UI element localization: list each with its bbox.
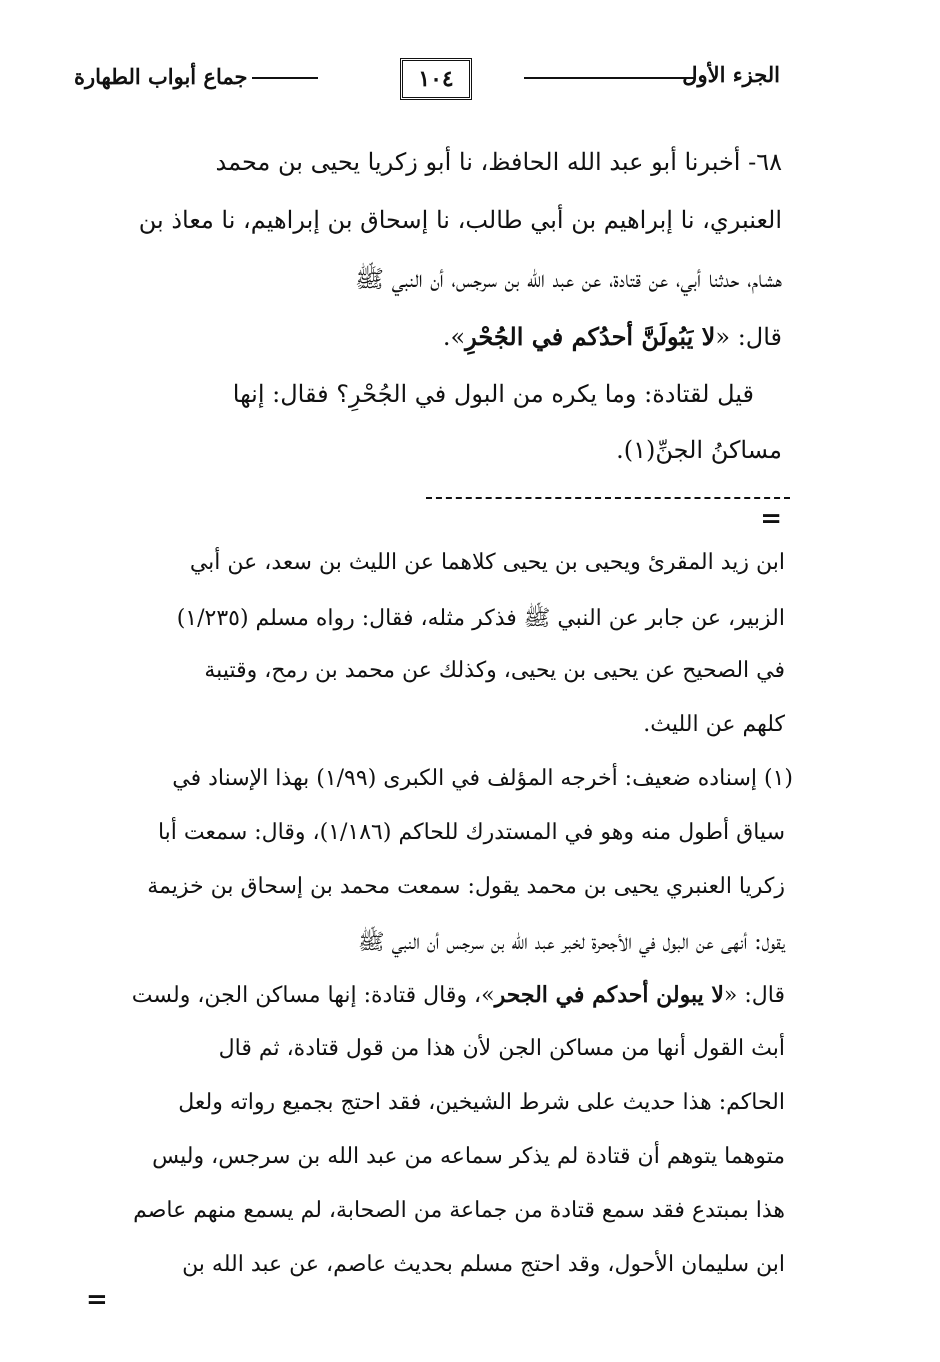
fn-quote-open: قال: « xyxy=(723,983,785,1008)
fn-quote-close: »، وقال قتادة: إنها مساكن الجن، ولست xyxy=(131,983,495,1008)
footnote-1-line-quote xyxy=(132,982,785,1008)
main-line: قيل لقتادة: وما يكره من البول في الجُحْرِ؟ فقال: إنها xyxy=(232,380,754,408)
running-header xyxy=(70,52,786,102)
footnote-1-line: زكريا العنبري يحيى بن محمد يقول: سمعت محمد بن إسحاق بن خزيمة xyxy=(147,874,785,899)
footnote-1-line: أبث القول أنها من مساكن الجن لأن هذا من قول قتادة، ثم قال xyxy=(218,1036,785,1061)
main-line: هشام، حدثنا أبي، عن قتادة، عن عبد الله بن سرجس، أن النبي ﷺ xyxy=(355,265,782,293)
header-rule-right xyxy=(524,77,694,79)
main-line-quote xyxy=(443,322,782,351)
footnote-divider xyxy=(426,497,790,499)
footnote-line: في الصحيح عن يحيى بن يحيى، وكذلك عن محمد بن رمح، وقتيبة xyxy=(204,658,785,683)
part-title: الجزء الأول xyxy=(682,62,780,87)
header-rule-left xyxy=(252,77,318,79)
footnotes xyxy=(78,550,793,1310)
footnote-1-line: سياق أطول منه وهو في المستدرك للحاكم (١/١٨٦)، وقال: سمعت أبا xyxy=(157,820,785,845)
footnote-line: كلهم عن الليث. xyxy=(643,712,785,737)
hadith-quote: لا يَبُولَنَّ أحدُكم في الجُحْرِ xyxy=(465,322,716,351)
main-line: العنبري، نا إبراهيم بن أبي طالب، نا إسحاق بن إبراهيم، نا معاذ بن xyxy=(138,206,782,234)
footnote-line: ابن زيد المقرئ ويحيى بن يحيى كلاهما عن الليث بن سعد، عن أبي xyxy=(189,550,785,575)
footnote-1-line: ابن سليمان الأحول، وقد احتج مسلم بحديث عاصم، عن عبد الله بن xyxy=(182,1252,785,1277)
footnote-line: الزبير، عن جابر عن النبي ﷺ فذكر مثله، فقال: رواه مسلم (١/٢٣٥) xyxy=(176,606,785,631)
main-line: مساكنُ الجنِّ(١). xyxy=(616,436,782,464)
footnote-1-line: يقول: أنهى عن البول في الأجحرة لخبر عبد الله بن سرجس أن النبي ﷺ xyxy=(358,930,785,955)
page-number: ١٠٤ xyxy=(400,58,472,100)
chapter-title: جماع أبواب الطهارة xyxy=(74,64,248,89)
quote-open: قال: « xyxy=(715,323,782,351)
fn-hadith-quote: لا يبولن أحدكم في الجحر xyxy=(494,982,724,1008)
footnote-1-line: (١) إسناده ضعيف: أخرجه المؤلف في الكبرى (١/٩٩) بهذا الإسناد في xyxy=(172,766,793,791)
footnote-1-line: الحاكم: هذا حديث على شرط الشيخين، فقد احتج بجميع رواته ولعل xyxy=(178,1090,785,1115)
main-line: ٦٨- أخبرنا أبو عبد الله الحافظ، نا أبو زكريا يحيى بن محمد xyxy=(215,148,782,176)
continuation-mark: = xyxy=(760,504,782,534)
quote-close: ». xyxy=(442,323,466,351)
footnote-continuation-mark: = xyxy=(86,1285,108,1315)
footnote-1-line: متوهما يتوهم أن قتادة لم يذكر سماعه من عبد الله بن سرجس، وليس xyxy=(152,1144,785,1169)
footnote-1-line: هذا بمبتدع فقد سمع قتادة من جماعة من الصحابة، لم يسمع منهم عاصم xyxy=(133,1198,785,1223)
hadith-text xyxy=(78,140,782,480)
